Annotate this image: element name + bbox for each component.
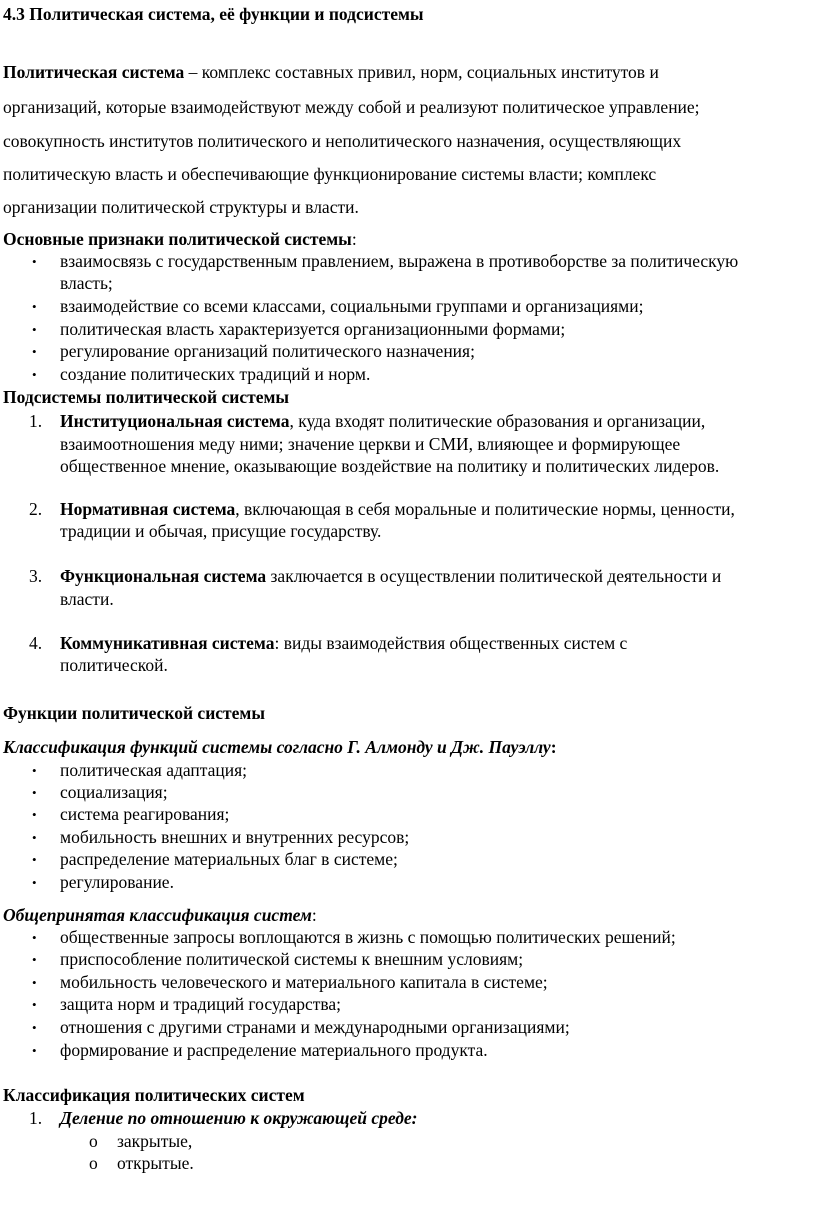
subsystem-item-3: Функциональная система заключается в осуществлении политической деятельности и — [60, 566, 722, 586]
definition-term: Политическая система — [3, 62, 185, 82]
list-number: 1. — [29, 411, 43, 431]
subsystem-item-2: Нормативная система, включающая в себя моральные и политические нормы, ценности, — [60, 499, 735, 519]
list-number: 1. — [29, 1108, 43, 1128]
bullet-icon: • — [32, 322, 37, 337]
common-classification-heading: Общепринятая классификация систем: — [3, 905, 317, 925]
subsystems-heading: Подсистемы политической системы — [3, 387, 290, 407]
almond-classification-heading: Классификация функций системы согласно Г. Алмонду и Дж. Пауэллу: — [3, 737, 557, 757]
bullet-icon: • — [32, 852, 37, 867]
bullet-icon: • — [32, 975, 37, 990]
list-item-continuation: власть; — [60, 273, 113, 293]
list-item: приспособление политической системы к внешним условиям; — [60, 949, 524, 969]
subsystem-item-4: Коммуникативная система: виды взаимодействия общественных систем с — [60, 633, 628, 653]
subsystem-item-1-line-3: общественное мнение, оказывающие воздействие на политику и политических лидеров. — [60, 456, 720, 476]
list-item: защита норм и традиций государства; — [60, 994, 342, 1014]
list-item: мобильность внешних и внутренних ресурсов; — [60, 827, 410, 847]
list-number: 3. — [29, 566, 43, 586]
classification-heading: Классификация политических систем — [3, 1085, 305, 1105]
list-item: политическая адаптация; — [60, 760, 248, 780]
subsystem-item-3-line-2: власти. — [60, 589, 114, 609]
list-item: регулирование организаций политического назначения; — [60, 341, 475, 361]
bullet-icon: • — [32, 785, 37, 800]
sub-list-item: закрытые, — [117, 1131, 193, 1151]
list-number: 2. — [29, 499, 43, 519]
definition-line-1: Политическая система – комплекс составных привил, норм, социальных институтов и — [3, 62, 659, 82]
list-item: общественные запросы воплощаются в жизнь с помощью политических решений; — [60, 927, 676, 947]
bullet-icon: • — [32, 997, 37, 1012]
list-number: 4. — [29, 633, 43, 653]
definition-line-5: организации политической структуры и власти. — [3, 197, 359, 217]
bullet-icon: • — [32, 367, 37, 382]
definition-line-3: совокупность институтов политического и неполитического назначения, осуществляющих — [3, 131, 682, 151]
classification-item-1: Деление по отношению к окружающей среде: — [60, 1108, 418, 1128]
bullet-icon: • — [32, 875, 37, 890]
subsystem-item-4-line-2: политической. — [60, 655, 168, 675]
subsystem-item-2-line-2: традиции и обычая, присущие государству. — [60, 521, 382, 541]
list-item: взаимодействие со всеми классами, социальными группами и организациями; — [60, 296, 644, 316]
sub-bullet-icon: o — [89, 1153, 98, 1173]
functions-heading: Функции политической системы — [3, 703, 265, 723]
bullet-icon: • — [32, 807, 37, 822]
sub-bullet-icon: o — [89, 1131, 98, 1151]
definition-line-4: политическую власть и обеспечивающие функционирование системы власти; комплекс — [3, 164, 657, 184]
bullet-icon: • — [32, 254, 37, 269]
list-item: мобильность человеческого и материального капитала в системе; — [60, 972, 548, 992]
bullet-icon: • — [32, 1020, 37, 1035]
features-heading: Основные признаки политической системы: — [3, 229, 357, 249]
list-item: политическая власть характеризуется организационными формами; — [60, 319, 566, 339]
list-item: система реагирования; — [60, 804, 230, 824]
list-item: регулирование. — [60, 872, 174, 892]
subsystem-item-1-line-2: взаимоотношения меду ними; значение церкви и СМИ, влияющее и формирующее — [60, 434, 681, 454]
page-title: 4.3 Политическая система, её функции и подсистемы — [3, 4, 424, 24]
list-item: отношения с другими странами и международными организациями; — [60, 1017, 570, 1037]
bullet-icon: • — [32, 1043, 37, 1058]
bullet-icon: • — [32, 763, 37, 778]
list-item: распределение материальных благ в системе; — [60, 849, 398, 869]
list-item: взаимосвязь с государственным правлением, выражена в противоборстве за политическую — [60, 251, 739, 271]
bullet-icon: • — [32, 830, 37, 845]
definition-line-2: организаций, которые взаимодействуют между собой и реализуют политическое управление; — [3, 97, 700, 117]
subsystem-item-1: Институциональная система, куда входят политические образования и организации, — [60, 411, 706, 431]
sub-list-item: открытые. — [117, 1153, 194, 1173]
list-item: социализация; — [60, 782, 168, 802]
list-item: формирование и распределение материального продукта. — [60, 1040, 488, 1060]
bullet-icon: • — [32, 930, 37, 945]
bullet-icon: • — [32, 952, 37, 967]
bullet-icon: • — [32, 299, 37, 314]
bullet-icon: • — [32, 344, 37, 359]
list-item: создание политических традиций и норм. — [60, 364, 371, 384]
